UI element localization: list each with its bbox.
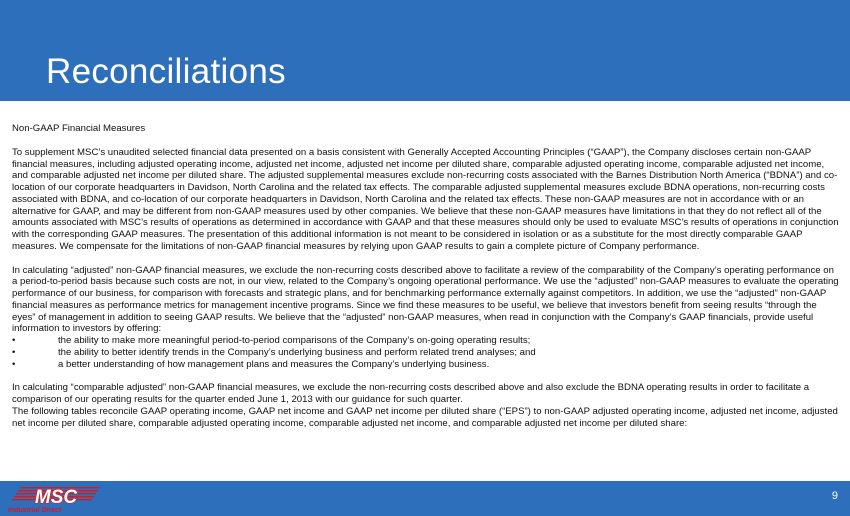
bullet-marker: •	[12, 358, 16, 370]
footer-bar	[0, 481, 850, 516]
bullet-text: a better understanding of how management plans and measures the Company’s underlying business.	[58, 358, 490, 370]
logo-tagline: Industrial Direct	[8, 507, 62, 514]
bullet-text: the ability to make more meaningful period-to-period comparisons of the Company’s on-going operating results;	[58, 335, 531, 346]
bullet-marker: •	[12, 346, 16, 358]
paragraph-4: The following tables reconcile GAAP operating income, GAAP net income and GAAP net income per diluted share (“EPS”) to non-GAAP adjusted operating income, adjusted net income, adjusted net income per diluted share, comparable adjusted operating income, comparable adjusted net income, and comparable adjusted net income per diluted share:	[12, 405, 838, 429]
paragraph-2: In calculating “adjusted” non-GAAP financial measures, we exclude the non-recurring costs described above to facilitate a review of the comparability of the Company’s operating performance on a period-to-period basis because such costs are not, in our view, related to the Company’s ongoing operational performance. We use the “adjusted” non-GAAP measures to evaluate the operating performance of our business, for comparison with forecasts and strategic plans, and for benchmarking performance externally against competitors. In addition, we use the “adjusted” non-GAAP financial measures as performance metrics for management incentive programs. Since we find these measures to be useful, we believe that investors benefit from seeing results “through the eyes” of management in addition to seeing GAAP results. We believe that the “adjusted” non-GAAP measures, when read in conjunction with the Company’s GAAP financials, provide useful information to investors by offering:	[12, 264, 839, 335]
section-heading: Non-GAAP Financial Measures	[12, 123, 146, 134]
paragraph-3: In calculating “comparable adjusted” non-GAAP financial measures, we exclude the non-recurring costs described above and also exclude the BDNA operating results in order to facilitate a comparison of our operating results for the quarter ended June 1, 2013 with our guidance for such quarter.	[12, 382, 810, 405]
bullet-item	[12, 347, 840, 359]
bullet-item	[12, 335, 840, 347]
bullet-text: the ability to better identify trends in the Company’s underlying business and perform related trend analyses; and	[58, 346, 536, 358]
body-text	[12, 123, 840, 429]
msc-logo	[6, 484, 102, 514]
page-title: Reconciliations	[46, 52, 286, 91]
logo-wordmark: MSC	[34, 487, 78, 508]
bullet-item	[12, 359, 840, 371]
bullet-marker: •	[12, 335, 16, 346]
paragraph-1: To supplement MSC’s unaudited selected financial data presented on a basis consistent with Generally Accepted Accounting Principles (“GAAP”), the Company discloses certain non-GAAP financial measures, including adjusted operating income, adjusted net income, adjusted net income per diluted share, comparable adjusted operating income, comparable adjusted net income, and comparable adjusted net income per diluted share. The adjusted supplemental measures exclude non-recurring costs associated with the Barnes Distribution North America (“BDNA”) and co-location of our corporate headquarters in Davidson, North Carolina and the related tax effects. The comparable adjusted supplemental measures exclude BDNA operations, non-recurring costs associated with BDNA, and co-location of our corporate headquarters in Davidson, North Carolina and the related tax effects. These non-GAAP measures are not in accordance with or an alternative for GAAP, and may be different from non-GAAP measures used by other companies. We believe that these non-GAAP measures have limitations in that they do not reflect all of the amounts associated with MSC’s results of operations as determined in accordance with GAAP and that these measures should only be used to evaluate MSC’s results of operations in conjunction with the corresponding GAAP measures. The presentation of this additional information is not meant to be considered in isolation or as a substitute for the most directly comparable GAAP measures. We compensate for the limitations of non-GAAP financial measures by relying upon GAAP results to gain a complete picture of Company performance.	[12, 146, 839, 252]
page-number: 9	[831, 490, 838, 502]
